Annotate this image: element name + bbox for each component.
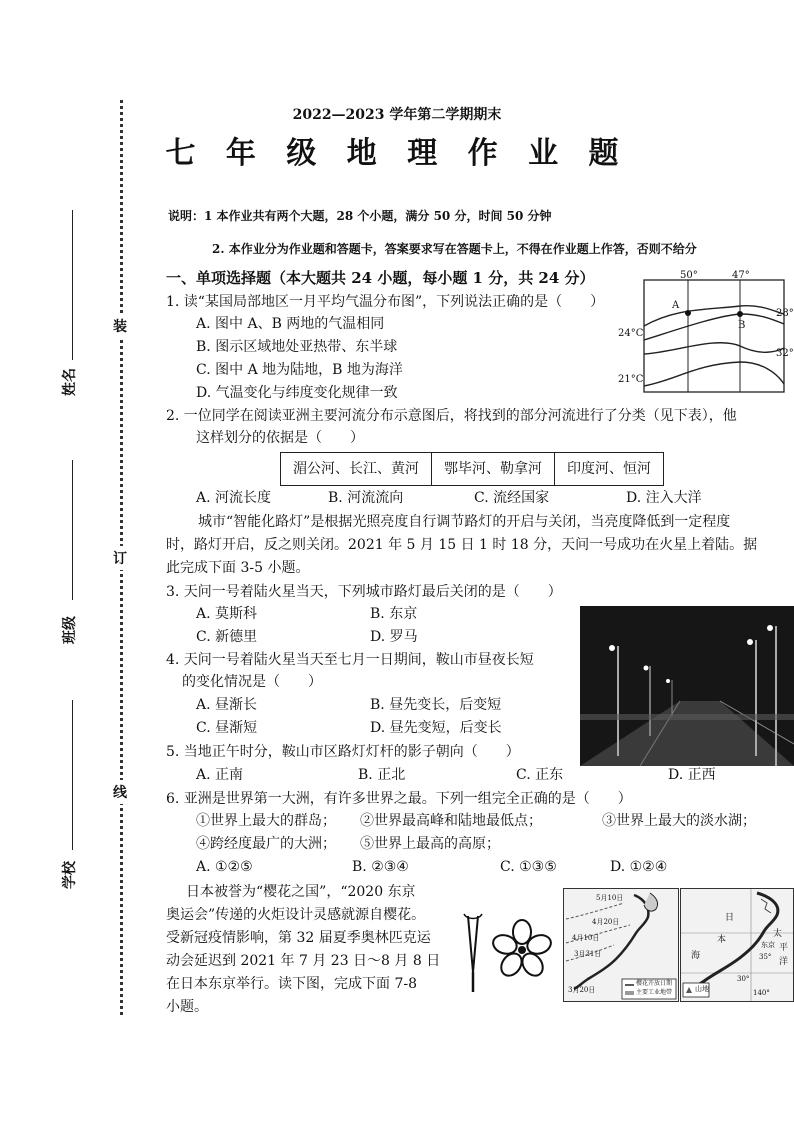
school-input-line[interactable] bbox=[72, 700, 73, 850]
map2-label-ben: 本 bbox=[717, 935, 727, 945]
class-input-line[interactable] bbox=[72, 460, 73, 600]
q6-option-d[interactable]: D. ①②④ bbox=[610, 859, 668, 875]
river-cell-2: 鄂毕河、勒拿河 bbox=[432, 453, 555, 485]
q3-option-c[interactable]: C. 新德里 bbox=[196, 629, 258, 645]
field-label-class: 班级 bbox=[62, 616, 78, 644]
passage2-line-3: 受新冠疫情影响，第 32 届夏季奥林匹克运 bbox=[166, 930, 431, 946]
lon-label-50: 50° bbox=[680, 270, 698, 281]
q4-option-b[interactable]: B. 昼先变长，后变短 bbox=[370, 697, 502, 713]
q2-option-d[interactable]: D. 注入大洋 bbox=[626, 490, 702, 506]
q6-option-c[interactable]: C. ①③⑤ bbox=[500, 859, 557, 875]
q3-option-d[interactable]: D. 罗马 bbox=[370, 629, 418, 645]
q4-option-d[interactable]: D. 昼先变短，后变长 bbox=[370, 720, 502, 736]
q2-stem-1: 2. 一位同学在阅读亚洲主要河流分布示意图后，将找到的部分河流进行了分类（见下表），他 bbox=[166, 408, 737, 424]
page-title: 七 年 级 地 理 作 业 题 bbox=[165, 136, 629, 171]
temp-label-24: 24°C bbox=[618, 328, 644, 339]
q2-option-b[interactable]: B. 河流流向 bbox=[328, 490, 404, 506]
binding-char-ding: 订 bbox=[113, 546, 127, 570]
q4-stem-1: 4. 天问一号着陆火星当天至七月一日期间，鞍山市昼夜长短 bbox=[166, 652, 534, 668]
binding-char-xian: 线 bbox=[113, 780, 127, 804]
q5-option-b[interactable]: B. 正北 bbox=[358, 767, 406, 783]
passage2-line-2: 奥运会”传递的火炬设计灵感就源自樱花。 bbox=[166, 907, 426, 923]
q1-option-b[interactable]: B. 图示区域地处亚热带、东半球 bbox=[196, 339, 398, 355]
japan-terrain-map bbox=[680, 888, 794, 1002]
lon-label-47: 47° bbox=[732, 270, 750, 281]
q1-option-d[interactable]: D. 气温变化与纬度变化规律一致 bbox=[196, 385, 398, 401]
note-line-2: 2. 本作业分为作业题和答题卡，答案要求写在答题卡上，不得在作业题上作答，否则不给分 bbox=[212, 242, 697, 256]
q6-item-1: ①世界上最大的群岛； bbox=[196, 813, 336, 829]
temp-label-28: 28° bbox=[776, 308, 794, 319]
map2-legend-mountain: 山地 bbox=[695, 985, 709, 993]
q5-option-a[interactable]: A. 正南 bbox=[196, 767, 244, 783]
field-label-name: 姓名 bbox=[62, 368, 78, 396]
q2-option-c[interactable]: C. 流经国家 bbox=[474, 490, 550, 506]
map1-label-apr20: 4月20日 bbox=[592, 918, 620, 926]
passage2-line-6: 小题。 bbox=[166, 999, 208, 1015]
q4-stem-2: 的变化情况是（ ） bbox=[182, 674, 322, 690]
river-table bbox=[280, 452, 664, 486]
q6-option-b[interactable]: B. ②③④ bbox=[352, 859, 409, 875]
point-b-label: B bbox=[738, 320, 746, 331]
q6-option-a[interactable]: A. ①②⑤ bbox=[196, 859, 253, 875]
isotherm-diagram bbox=[616, 268, 794, 396]
passage1-line-2: 时，路灯开启，反之则关闭。2021 年 5 月 15 日 1 时 18 分，天问一号成功在火星上着陆。据 bbox=[166, 537, 758, 553]
q6-item-5: ⑤世界上最高的高原； bbox=[360, 836, 500, 852]
q4-option-c[interactable]: C. 昼渐短 bbox=[196, 720, 258, 736]
olympic-torch-icon bbox=[462, 912, 484, 994]
map1-label-apr10: 4月10日 bbox=[572, 934, 600, 942]
legend-blossom-date: 樱花开放日期 bbox=[636, 980, 673, 987]
map1-label-mar31: 3月31日 bbox=[574, 950, 602, 958]
binding-char-zhuang: 装 bbox=[113, 314, 127, 338]
temp-label-32: 32° bbox=[776, 348, 794, 359]
q1-stem: 1. 读“某国局部地区一月平均气温分布图”，下列说法正确的是（ ） bbox=[166, 294, 605, 310]
q6-item-3: ③世界上最大的淡水湖； bbox=[602, 813, 756, 829]
map2-label-ri: 日 bbox=[725, 913, 735, 923]
q3-stem: 3. 天问一号着陆火星当天，下列城市路灯最后关闭的是（ ） bbox=[166, 584, 562, 600]
passage1-line-3: 此完成下面 3-5 小题。 bbox=[166, 560, 310, 576]
q2-option-a[interactable]: A. 河流长度 bbox=[196, 490, 272, 506]
map1-label-may10: 5月10日 bbox=[596, 894, 624, 902]
map1-label-mar20: 3月20日 bbox=[568, 986, 596, 994]
map2-label-ping: 平 bbox=[779, 943, 789, 953]
field-label-school: 学校 bbox=[62, 861, 78, 889]
section-heading: 一、单项选择题（本大题共 24 小题，每小题 1 分，共 24 分） bbox=[166, 269, 595, 287]
passage2-line-1: 日本被誉为“樱花之国”，“2020 东京 bbox=[186, 884, 416, 900]
japan-blossom-map bbox=[563, 888, 679, 1002]
q5-option-c[interactable]: C. 正东 bbox=[516, 767, 564, 783]
temp-label-21: 21°C bbox=[618, 374, 644, 385]
river-cell-1: 湄公河、长江、黄河 bbox=[281, 453, 432, 485]
q1-option-c[interactable]: C. 图中 A 地为陆地，B 地为海洋 bbox=[196, 362, 403, 378]
map2-label-140e: 140° bbox=[753, 989, 770, 997]
river-cell-3: 印度河、恒河 bbox=[567, 461, 651, 477]
point-a-label: A bbox=[672, 300, 680, 311]
passage2-line-4: 动会延迟到 2021 年 7 月 23 日～8 月 8 日 bbox=[166, 953, 441, 969]
q4-option-a[interactable]: A. 昼渐长 bbox=[196, 697, 258, 713]
passage2-line-5: 在日本东京举行。读下图，完成下面 7-8 bbox=[166, 976, 417, 992]
map2-label-yang: 洋 bbox=[779, 957, 789, 967]
q5-stem: 5. 当地正午时分，鞍山市区路灯灯杆的影子朝向（ ） bbox=[166, 744, 520, 760]
street-lamp-photo bbox=[580, 606, 794, 766]
q3-option-a[interactable]: A. 莫斯科 bbox=[196, 606, 258, 622]
map2-label-hai: 海 bbox=[691, 951, 701, 961]
q3-option-b[interactable]: B. 东京 bbox=[370, 606, 418, 622]
q6-stem: 6. 亚洲是世界第一大洲，有许多世界之最。下列一组完全正确的是（ ） bbox=[166, 791, 632, 807]
q1-option-a[interactable]: A. 图中 A、B 两地的气温相同 bbox=[196, 316, 385, 332]
map2-label-35n: 35° bbox=[759, 953, 772, 961]
cherry-blossom-icon bbox=[490, 918, 554, 982]
map2-label-tai: 太 bbox=[773, 929, 783, 939]
map2-label-30n: 30° bbox=[737, 975, 750, 983]
map2-label-tokyo: 东京 bbox=[761, 941, 775, 949]
term-subtitle: 2022—2023 学年第二学期期末 bbox=[292, 107, 502, 123]
q6-item-4: ④跨经度最广的大洲； bbox=[196, 836, 336, 852]
legend-industrial-zone: 主要工业地带 bbox=[636, 989, 673, 996]
name-input-line[interactable] bbox=[72, 210, 73, 360]
passage1-line-1: 城市“智能化路灯”是根据光照亮度自行调节路灯的开启与关闭，当亮度降低到一定程度 bbox=[198, 514, 731, 530]
q2-stem-2: 这样划分的依据是（ ） bbox=[196, 430, 364, 446]
note-line-1: 说明：1 本作业共有两个大题，28 个小题，满分 50 分，时间 50 分钟 bbox=[168, 209, 552, 223]
q6-item-2: ②世界最高峰和陆地最低点； bbox=[360, 813, 542, 829]
q5-option-d[interactable]: D. 正西 bbox=[668, 767, 716, 783]
